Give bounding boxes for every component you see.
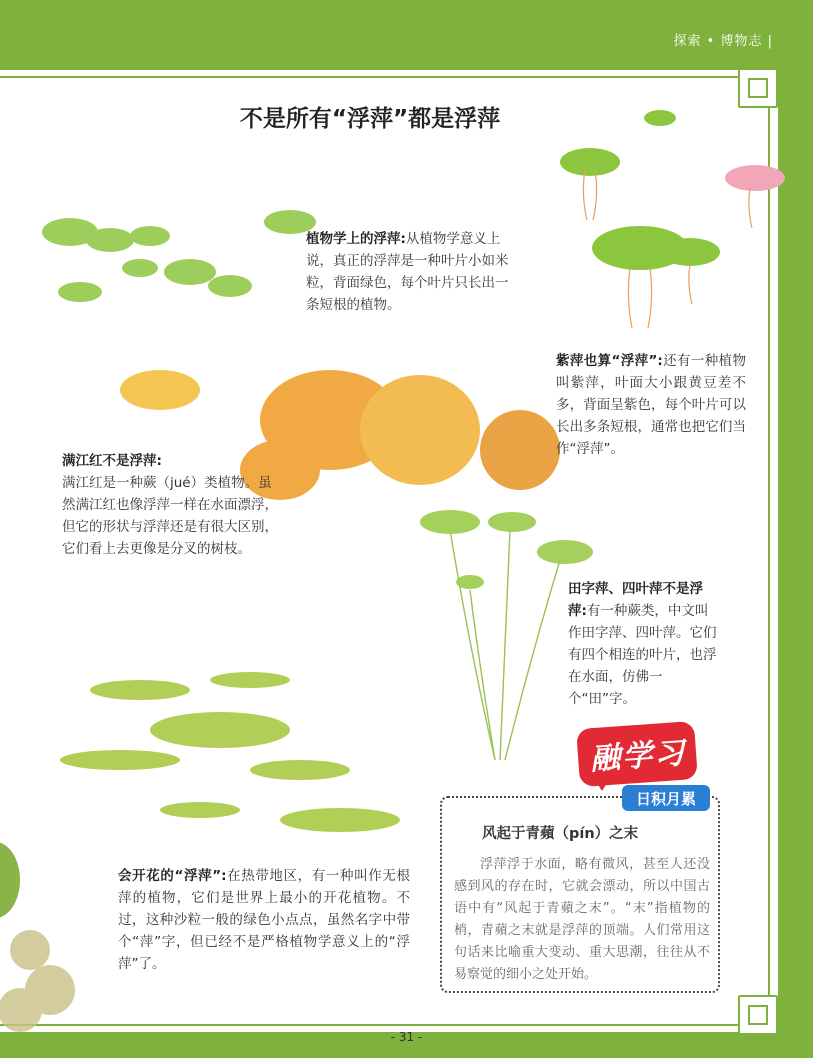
body-azolla: 满江红是一种蕨（jué）类植物。虽然满江红也像浮萍一样在水面漂浮，但它的形状与浮萍还是有很大区别，它们看上去更像是分叉的树枝。 (62, 475, 278, 557)
page-title: 不是所有“浮萍”都是浮萍 (239, 106, 501, 132)
wolffia-illustration (60, 672, 400, 832)
badge-sub-label: 日积月累 (635, 790, 696, 808)
duckweed-illustration (42, 210, 316, 302)
badge-main-label: 融学习 (589, 735, 688, 778)
text-wolffia (118, 865, 410, 975)
corner-leaf-illustration (0, 842, 75, 1032)
badge-sub-bg (622, 785, 710, 811)
body-botany: 从植物学意义上说，真正的浮萍是一种叶片小如米粒，背面绿色，每个叶片只长出一条短根的植物。 (306, 231, 509, 313)
body-wolffia: 在热带地区，有一种叫作无根萍的植物，它们是世界上最小的开花植物。不过，这种沙粒一般的绿色小点点，虽然名字中带个“萍”字，但已经不是严格植物学意义上的“浮萍”了。 (118, 868, 410, 972)
badge-tail (592, 775, 612, 791)
text-purple-duckweed (556, 350, 746, 460)
note-body: 浮萍浮于水面，略有微风，甚至人还没感到风的存在时，它就会漂动，所以中国古语中有“风起于青蘋之末”。“末”指植物的梢，青蘋之末就是浮萍的顶端。人们常用这句话来比喻重大变动、重大思潮，往往从不易察觉的细小之处开始。 (454, 857, 710, 982)
section-label: 探索 • 博物志 | (673, 34, 773, 49)
heading-marsilea: 田字萍、四叶萍不是浮萍: (568, 581, 703, 619)
text-marsilea (568, 578, 718, 710)
text-azolla (62, 450, 282, 560)
text-botany (306, 228, 511, 316)
note-box (440, 796, 720, 993)
body-marsilea: 有一种蕨类，中文叫作田字萍、四叶萍。它们有四个相连的叶片，也浮在水面，仿佛一个“田”字。 (568, 603, 717, 707)
heading-azolla: 满江红不是浮萍: (62, 453, 162, 469)
heading-purple-duckweed: 紫萍也算“浮萍”: (556, 353, 663, 369)
note-title: 风起于青蘋（pín）之末 (482, 826, 639, 842)
page-number: - 31 - (390, 1030, 423, 1044)
heading-wolffia: 会开花的“浮萍”: (118, 868, 227, 884)
learning-badge (578, 725, 718, 825)
body-purple-duckweed: 还有一种植物叫紫萍，叶面大小跟黄豆差不多，背面呈紫色，每个叶片可以长出多条短根，通常也把它们当作“浮萍”。 (556, 353, 747, 457)
heading-botany: 植物学上的浮萍: (306, 231, 406, 247)
purple-duckweed-illustration (560, 110, 785, 328)
